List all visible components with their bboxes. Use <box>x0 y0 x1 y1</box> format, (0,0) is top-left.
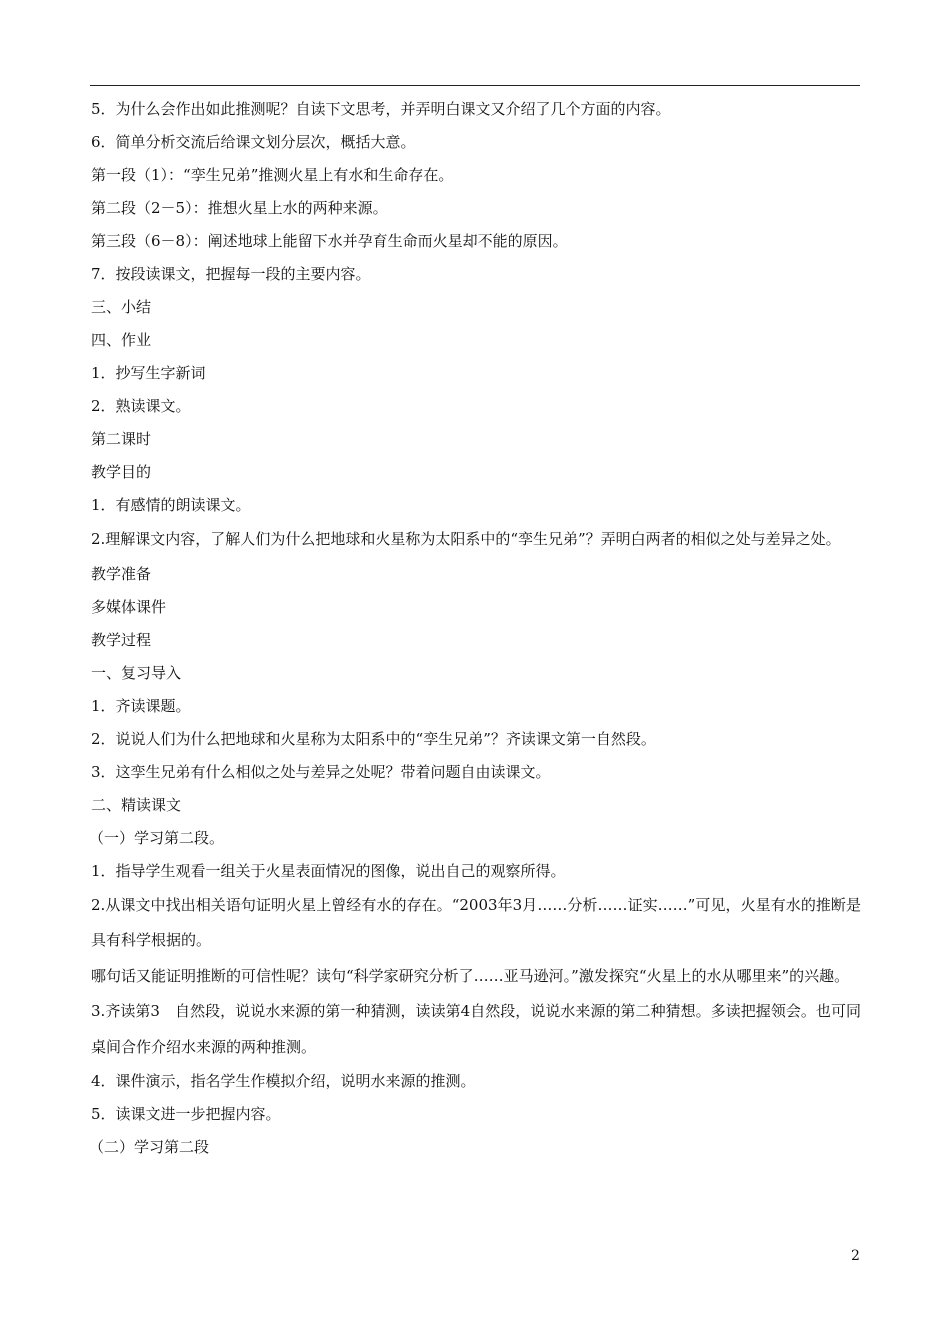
text-paragraph: 2.从课文中找出相关语句证明火星上曾经有水的存在。“2003年3月……分析……证实……”可见，火星有水的推断是具有科学根据的。 <box>91 895 861 949</box>
text-line: 5．读课文进一步把握内容。 <box>91 1105 281 1123</box>
subsection-heading: （一）学习第二段。 <box>89 828 225 847</box>
section-heading: 教学目的 <box>91 463 152 481</box>
section-heading: 教学准备 <box>91 564 152 583</box>
text-line: 2．说说人们为什么把地球和火星称为太阳系中的“孪生兄弟”？齐读课文第一自然段。 <box>91 729 656 748</box>
text-line: 7．按段读课文，把握每一段的主要内容。 <box>91 265 371 283</box>
header-rule <box>90 85 860 86</box>
text-line: 第二段（2－5）：推想火星上水的两种来源。 <box>91 199 388 217</box>
text-line: 4．课件演示，指名学生作模拟介绍，说明水来源的推测。 <box>91 1072 476 1090</box>
body-text <box>91 93 861 1164</box>
text-line: 3．这孪生兄弟有什么相似之处与差异之处呢？带着问题自由读课文。 <box>91 762 551 781</box>
text-line: 1．有感情的朗读课文。 <box>91 496 251 514</box>
text-line: 6．简单分析交流后给课文划分层次，概括大意。 <box>91 133 416 151</box>
text-paragraph: 3.齐读第3 自然段，说说水来源的第一种猜测，读读第4自然段，说说水来源的第二种猜想。多读把握领会。也可同桌间合作介绍水来源的两种推测。 <box>91 1002 861 1056</box>
text-line: 1．指导学生观看一组关于火星表面情况的图像，说出自己的观察所得。 <box>91 861 566 880</box>
text-line: 多媒体课件 <box>91 597 167 616</box>
text-paragraph: 哪句话又能证明推断的可信性呢？读句“科学家研究分析了……亚马逊河。”激发探究“火星上的水从哪里来”的兴趣。 <box>91 966 850 985</box>
text-line: 5．为什么会作出如此推测呢？自读下文思考，并弄明白课文又介绍了几个方面的内容。 <box>91 100 671 118</box>
page-number: 2 <box>851 1248 860 1264</box>
section-heading: 第二课时 <box>91 430 152 448</box>
subsection-heading: （二）学习第二段 <box>89 1138 210 1156</box>
text-paragraph: 2.理解课文内容，了解人们为什么把地球和火星称为太阳系中的“孪生兄弟”？弄明白两者的相似之处与差异之处。 <box>91 530 841 548</box>
text-line: 第三段（6－8）：阐述地球上能留下水并孕育生命而火星却不能的原因。 <box>91 232 568 250</box>
text-line: 第一段（1）：“孪生兄弟”推测火星上有水和生命存在。 <box>91 166 454 184</box>
section-heading: 四、作业 <box>91 331 152 349</box>
section-heading: 二、精读课文 <box>91 795 182 814</box>
section-heading: 教学过程 <box>91 630 152 649</box>
section-heading: 三、小结 <box>91 298 152 316</box>
text-line: 1．抄写生字新词 <box>91 364 206 382</box>
section-heading: 一、复习导入 <box>91 663 182 682</box>
text-line: 1．齐读课题。 <box>91 696 191 715</box>
text-line: 2．熟读课文。 <box>91 397 191 415</box>
